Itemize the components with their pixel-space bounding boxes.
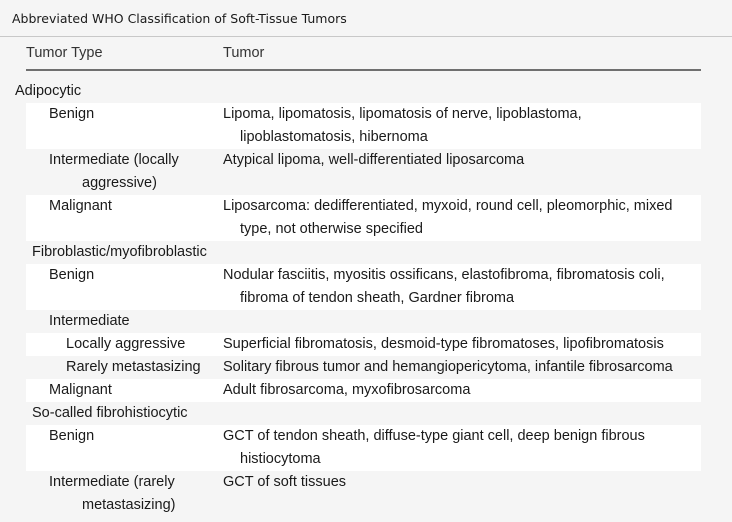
row-type: Rarely metastasizing	[66, 359, 201, 375]
row-type: Malignant	[49, 382, 112, 398]
row-tumor: GCT of tendon sheath, diffuse-type giant cell, deep benign fibrous histiocytoma	[223, 428, 645, 467]
table-body	[15, 80, 701, 517]
row-type: Locally aggressive	[66, 336, 186, 352]
table-row	[26, 149, 701, 195]
row-type: Intermediate	[49, 313, 130, 329]
row-type: Fibroblastic/myofibroblastic	[32, 244, 207, 260]
header-tumor-type: Tumor Type	[26, 45, 103, 61]
table-row	[26, 356, 701, 379]
table-row	[26, 195, 701, 241]
table-row	[26, 241, 701, 264]
row-tumor: Superficial fibromatosis, desmoid-type fibromatoses, lipofibromatosis	[223, 336, 664, 352]
classification-table	[0, 37, 732, 517]
row-tumor: Atypical lipoma, well-differentiated liposarcoma	[223, 152, 525, 168]
row-tumor	[223, 310, 701, 333]
row-type: Benign	[49, 428, 95, 444]
row-tumor	[223, 402, 701, 425]
table-row	[26, 310, 701, 333]
row-type: Intermediate (rarely metastasizing)	[49, 474, 176, 513]
row-type: Intermediate (locally aggressive)	[49, 152, 179, 191]
row-tumor	[223, 241, 701, 264]
row-type: Benign	[49, 106, 95, 122]
row-type: Malignant	[49, 198, 112, 214]
row-tumor: Adult fibrosarcoma, myxofibrosarcoma	[223, 382, 471, 398]
table-row	[26, 471, 701, 517]
table-row	[26, 264, 701, 310]
table-row	[26, 425, 701, 471]
table-header	[26, 37, 701, 71]
row-type: So-called fibrohistiocytic	[32, 405, 188, 421]
table-row	[26, 402, 701, 425]
table-row	[26, 333, 701, 356]
row-type: Adipocytic	[15, 83, 82, 99]
row-tumor	[223, 80, 701, 103]
table-row	[26, 103, 701, 149]
row-tumor: Solitary fibrous tumor and hemangiopericytoma, infantile fibrosarcoma	[223, 359, 673, 375]
row-type: Benign	[49, 267, 95, 283]
row-tumor: Liposarcoma: dedifferentiated, myxoid, round cell, pleomorphic, mixed type, not otherwise specified	[223, 198, 673, 237]
table-title: Abbreviated WHO Classification of Soft-Tissue Tumors	[0, 0, 732, 37]
row-tumor: GCT of soft tissues	[223, 474, 347, 490]
table-row	[15, 80, 701, 103]
row-tumor: Lipoma, lipomatosis, lipomatosis of nerve, lipoblastoma, lipoblastomatosis, hibernoma	[223, 106, 582, 145]
row-tumor: Nodular fasciitis, myositis ossificans, elastofibroma, fibromatosis coli, fibroma of tendon sheath, Gardner fibroma	[223, 267, 665, 306]
header-tumor: Tumor	[223, 45, 265, 61]
table-row	[26, 379, 701, 402]
